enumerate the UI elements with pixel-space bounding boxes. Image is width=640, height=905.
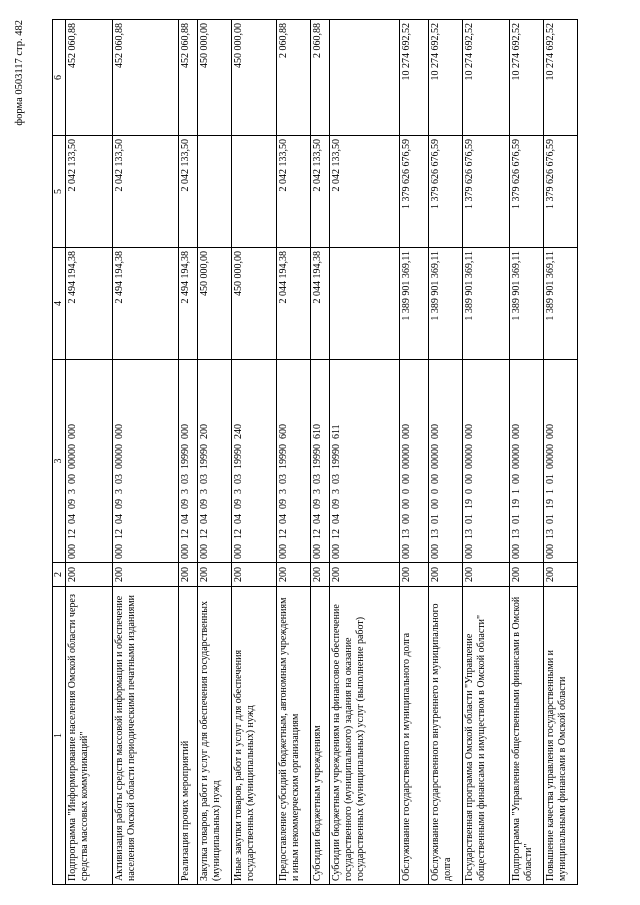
row-classification-code: 000 12 04 09 3 03 00000 000 [113,360,179,563]
row-name: Повышение качества управления государственными и муниципальными финансами в Омской области [544,587,578,885]
row-value-6: 450 000,00 [232,20,277,136]
row-value-5 [198,136,232,248]
row-line-code: 200 [113,563,179,587]
table-row [179,20,198,885]
row-name: Реализация прочих мероприятий [179,587,198,885]
form-label: форма 0503117 стр. 482 [14,20,25,126]
row-value-4 [330,248,400,360]
row-value-6: 2 060,88 [277,20,311,136]
row-classification-code: 000 12 04 09 3 03 19990 610 [311,360,330,563]
row-value-6: 450 000,00 [198,20,232,136]
rotated-page [14,20,590,885]
row-value-5: 1 379 626 676,59 [510,136,544,248]
row-classification-code: 000 12 04 09 3 00 00000 000 [66,360,113,563]
row-name: Подпрограмма "Управление общественными финансами в Омской области" [510,587,544,885]
row-value-4: 2 494 194,38 [66,248,113,360]
budget-table [52,19,578,885]
table-row [311,20,330,885]
row-line-code: 200 [510,563,544,587]
row-line-code: 200 [198,563,232,587]
row-value-6: 452 060,88 [66,20,113,136]
row-value-5: 1 379 626 676,59 [463,136,510,248]
row-value-6: 10 274 692,52 [400,20,429,136]
header-cell: 1 [53,587,66,885]
row-value-4: 2 494 194,38 [113,248,179,360]
row-name: Субсидии бюджетным учреждениям [311,587,330,885]
row-value-5: 2 042 133,50 [113,136,179,248]
row-classification-code: 000 13 01 19 0 00 00000 000 [463,360,510,563]
row-value-4: 450 000,00 [198,248,232,360]
table-row [277,20,311,885]
table-row [463,20,510,885]
row-value-4: 1 389 901 369,11 [400,248,429,360]
row-classification-code: 000 13 01 19 1 00 00000 000 [510,360,544,563]
table-row [544,20,578,885]
row-value-5: 2 042 133,50 [330,136,400,248]
row-value-5: 1 379 626 676,59 [429,136,463,248]
row-value-6: 452 060,88 [179,20,198,136]
row-value-6: 452 060,88 [113,20,179,136]
row-value-4: 1 389 901 369,11 [510,248,544,360]
row-value-4: 450 000,00 [232,248,277,360]
row-name: Закупка товаров, работ и услуг для обеспечения государственных (муниципальных) нужд [198,587,232,885]
row-classification-code: 000 13 01 00 0 00 00000 000 [429,360,463,563]
row-value-4: 2 044 194,38 [277,248,311,360]
row-value-4: 1 389 901 369,11 [429,248,463,360]
row-value-5 [232,136,277,248]
row-name: Обслуживание государственного и муниципального долга [400,587,429,885]
row-classification-code: 000 12 04 09 3 03 19990 600 [277,360,311,563]
row-value-6 [330,20,400,136]
row-name: Иные закупки товаров, работ и услуг для обеспечения государственных (муниципальных) нужд [232,587,277,885]
row-value-4: 2 044 194,38 [311,248,330,360]
row-name: Подпрограмма "Информирование населения Омской области через средства массовых коммуникаций" [66,587,113,885]
row-value-5: 2 042 133,50 [311,136,330,248]
row-line-code: 200 [66,563,113,587]
row-name: Предоставление субсидий бюджетным, автономным учреждениям и иным некоммерческим организациям [277,587,311,885]
header-row [53,20,66,885]
row-line-code: 200 [179,563,198,587]
row-classification-code: 000 13 01 19 1 01 00000 000 [544,360,578,563]
row-line-code: 200 [400,563,429,587]
row-classification-code: 000 13 00 00 0 00 00000 000 [400,360,429,563]
header-cell: 2 [53,563,66,587]
row-value-6: 10 274 692,52 [429,20,463,136]
row-value-4: 1 389 901 369,11 [544,248,578,360]
row-value-5: 1 379 626 676,59 [544,136,578,248]
row-classification-code: 000 12 04 09 3 03 19990 611 [330,360,400,563]
row-value-4: 2 494 194,38 [179,248,198,360]
row-value-6: 2 060,88 [311,20,330,136]
table-row [66,20,113,885]
row-line-code: 200 [330,563,400,587]
row-classification-code: 000 12 04 09 3 03 19990 240 [232,360,277,563]
table-row [198,20,232,885]
row-value-6: 10 274 692,52 [510,20,544,136]
table-row [113,20,179,885]
row-value-6: 10 274 692,52 [463,20,510,136]
row-value-5: 2 042 133,50 [277,136,311,248]
row-name: Субсидии бюджетным учреждениям на финансовое обеспечение государственного (муниципального) задания на оказание государственных (муниципальных) услуг (выполнение работ) [330,587,400,885]
row-name: Государственная программа Омской области "Управление общественными финансами и имуществом в Омской области" [463,587,510,885]
row-line-code: 200 [277,563,311,587]
header-cell: 4 [53,248,66,360]
table-row [429,20,463,885]
row-line-code: 200 [232,563,277,587]
row-name: Обслуживание государственного внутреннего и муниципального долга [429,587,463,885]
row-value-5: 2 042 133,50 [179,136,198,248]
row-value-6: 10 274 692,52 [544,20,578,136]
header-cell: 3 [53,360,66,563]
row-line-code: 200 [429,563,463,587]
row-name: Активизация работы средств массовой информации и обеспечение населения Омской области периодическими печатными изданиями [113,587,179,885]
row-line-code: 200 [311,563,330,587]
row-classification-code: 000 12 04 09 3 03 19990 200 [198,360,232,563]
header-cell: 5 [53,136,66,248]
header-cell: 6 [53,20,66,136]
row-line-code: 200 [463,563,510,587]
table-row [330,20,400,885]
row-line-code: 200 [544,563,578,587]
table-row [510,20,544,885]
row-value-5: 1 379 626 676,59 [400,136,429,248]
table-row [232,20,277,885]
row-value-5: 2 042 133,50 [66,136,113,248]
row-classification-code: 000 12 04 09 3 03 19990 000 [179,360,198,563]
table-row [400,20,429,885]
row-value-4: 1 389 901 369,11 [463,248,510,360]
